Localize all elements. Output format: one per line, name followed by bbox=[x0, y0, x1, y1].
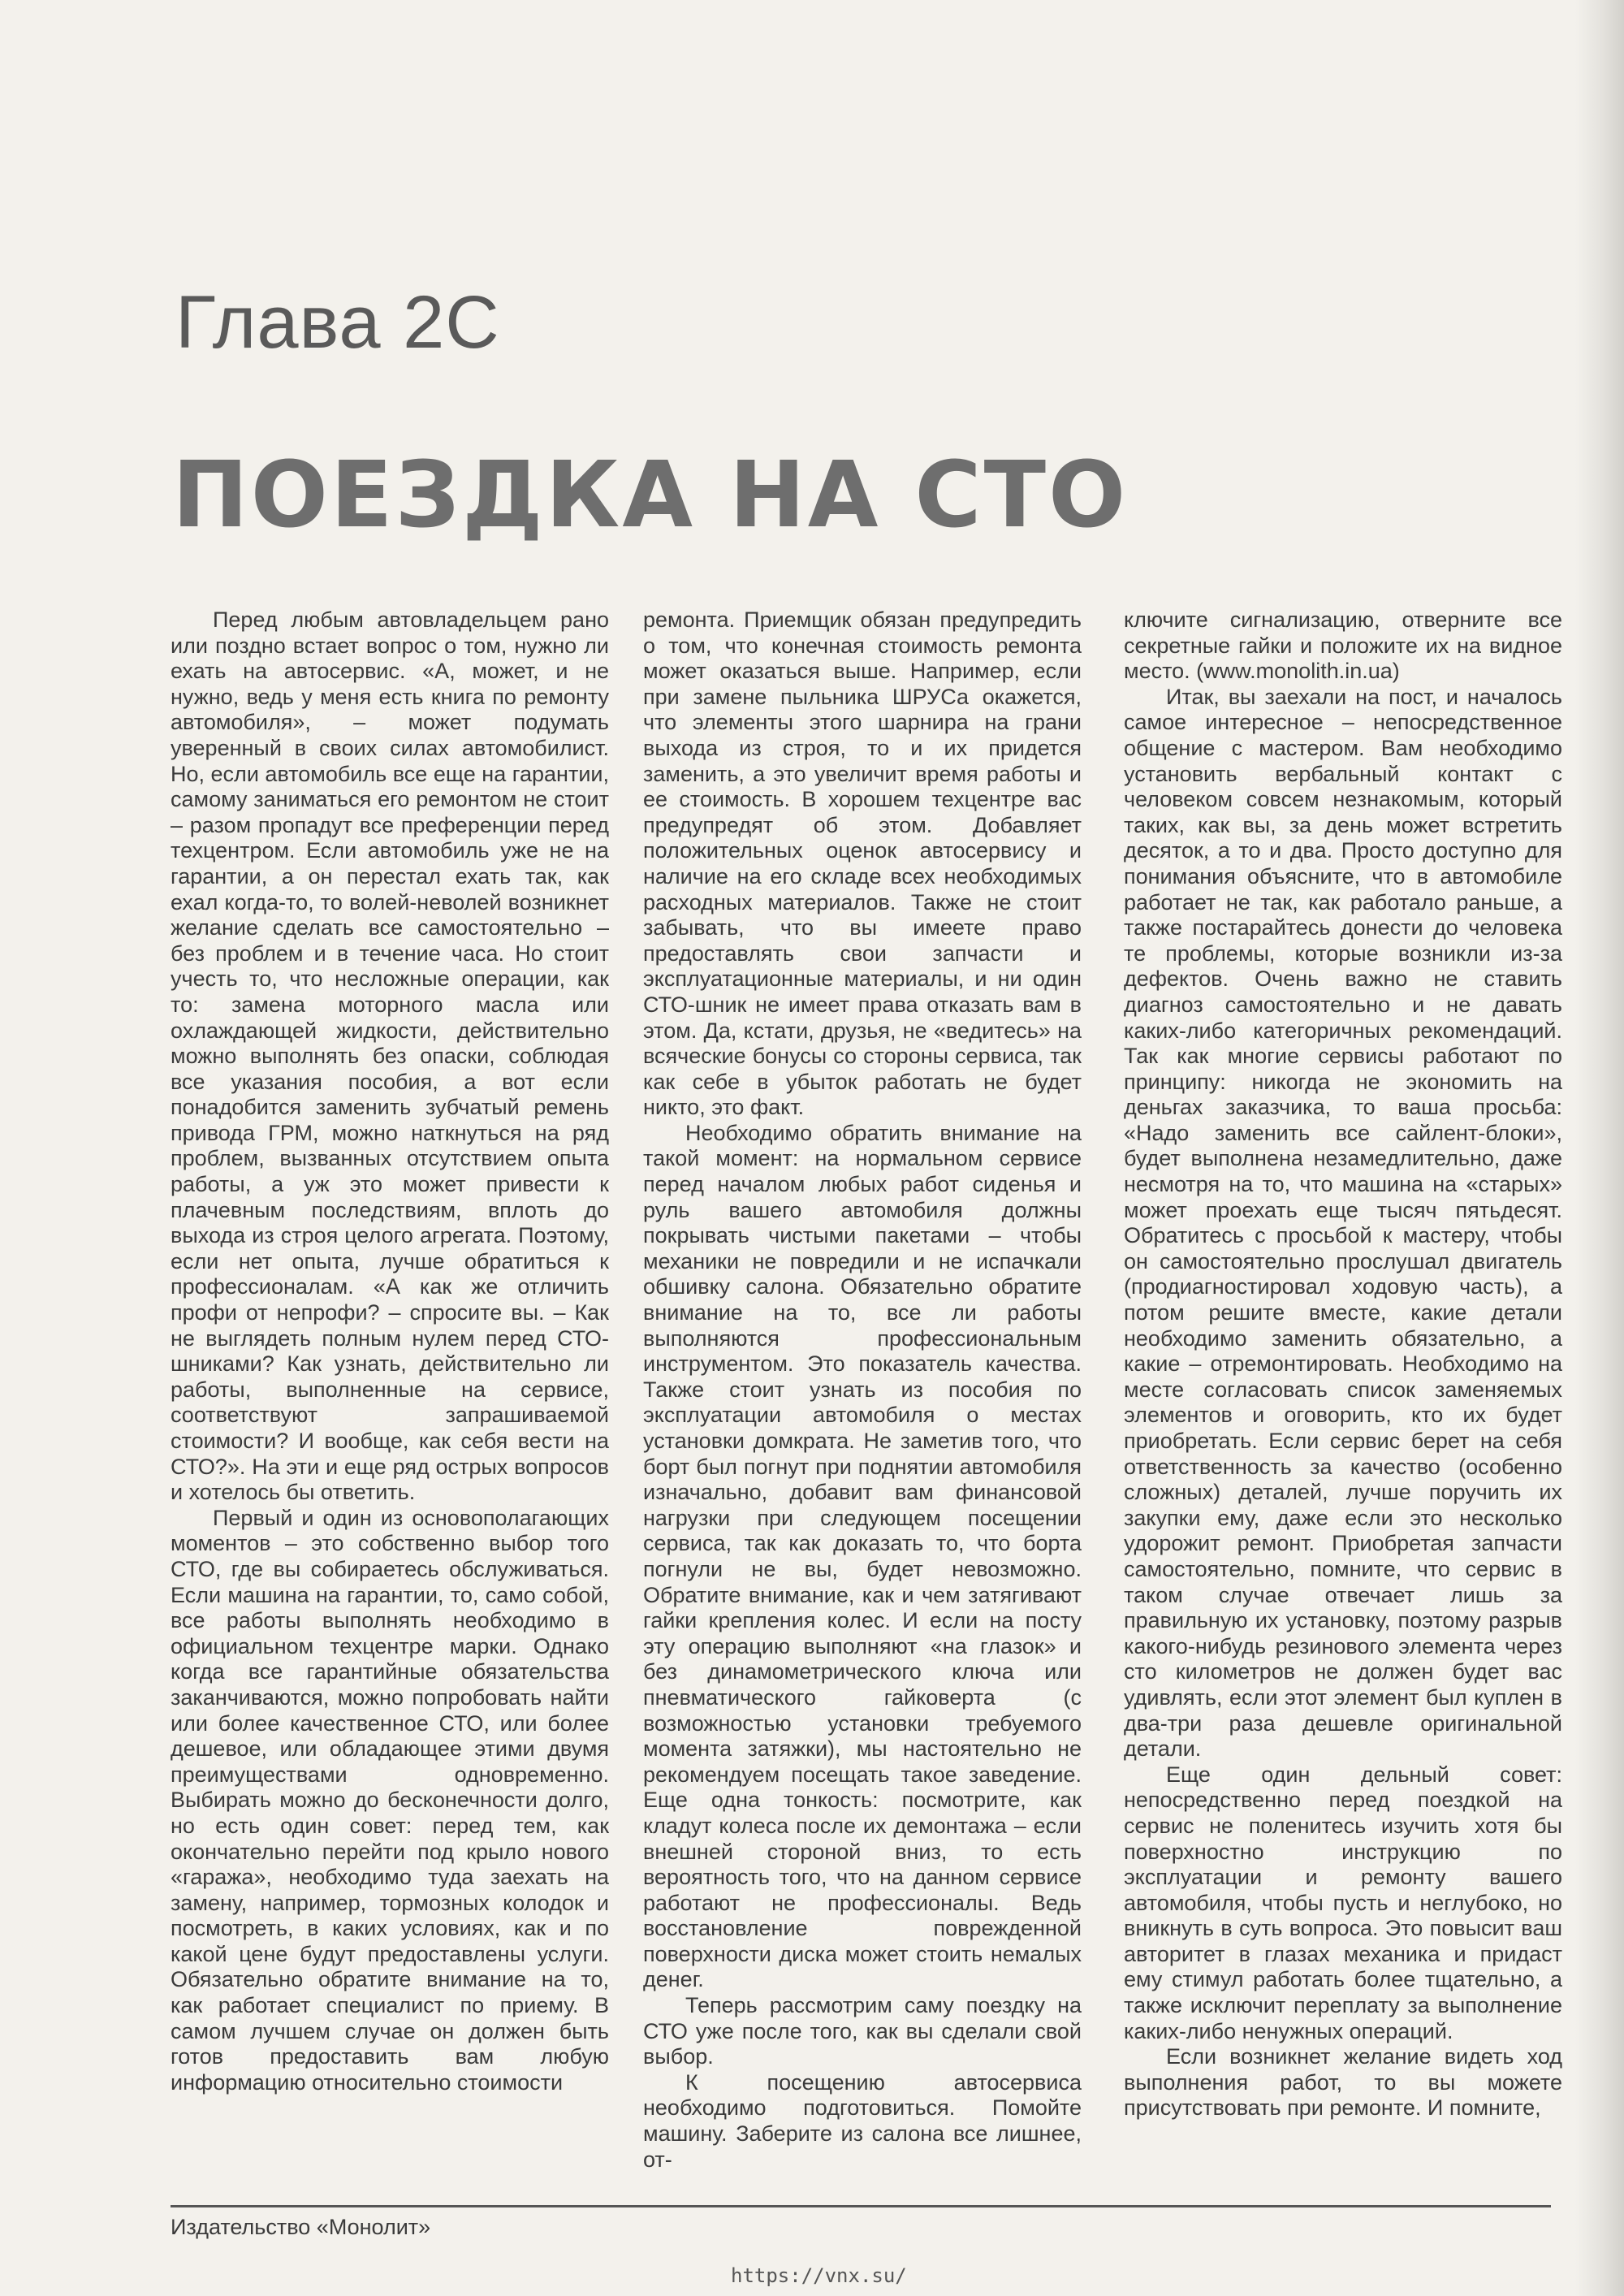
footer-divider bbox=[171, 2205, 1551, 2207]
text-column-3 bbox=[1124, 608, 1562, 2151]
watermark-link: https://vnx.su/ bbox=[731, 2264, 907, 2287]
paragraph: К посещению автосервиса необходимо подготовиться. Помойте машину. Заберите из салона все лишнее, от- bbox=[643, 2069, 1082, 2172]
paragraph: Необходимо обратить внимание на такой момент: на нормальном сервисе перед началом любых работ сиденья и руль вашего автомобиля должны покрывать чистыми пакетами – чтобы механики не повредили и не испачкали обшивку салона. Обязательно обратите внимание на то, все ли работы выполняются профессиональным инструментом. Это показатель качества. Также стоит узнать из пособия по эксплуатации автомобиля о местах установки домкрата. Не заметив того, что борт был погнут при поднятии автомобиля изначально, добавит вам финансовой нагрузки при следующем посещении сервиса, так как доказать то, что борта погнули не вы, будет невозможно. Обратите внимание, как и чем затягивают гайки крепления колес. И если на посту эту операцию выполняют «на глазок» и без динамометрического ключа или пневматического гайковерта (с возможностью установки требуемого момента затяжки), мы настоятельно не рекомендуем посещать такое заведение. Еще одна тонкость: посмотрите, как кладут колеса после их демонтажа – если внешней стороной вниз, то есть вероятность того, что на данном сервисе работают не профессионалы. Ведь восстановление поврежденной поверхности диска может стоить немалых денег. bbox=[643, 1120, 1082, 1992]
paragraph: ремонта. Приемщик обязан предупредить о том, что конечная стоимость ремонта может оказаться выше. Например, если при замене пыльника ШРУСа окажется, что элементы этого шарнира на грани выхода из строя, то и их придется заменить, а это увеличит время работы и ее стоимость. В хорошем техцентре вас предупредят об этом. Добавляет положительных оценок автосервису и наличие на его складе всех необходимых расходных материалов. Также не стоит забывать, что вы имеете право предоставлять свои запчасти и эксплуатационные материалы, и ни один СТО-шник не имеет права отказать вам в этом. Да, кстати, друзья, не «ведитесь» на всяческие бонусы со стороны сервиса, так как себе в убыток работать не будет никто, это факт. bbox=[643, 608, 1082, 1120]
text-column-1 bbox=[171, 608, 609, 2151]
paragraph: Итак, вы заехали на пост, и началось самое интересное – непосредственное общение с мастером. Вам необходимо установить вербальный контакт с человеком совсем незнакомым, который таких, как вы, за день может встретить десяток, а то и два. Просто доступно для понимания объясните, что в автомобиле работает не так, как работало раньше, а также постарайтесь донести до человека те проблемы, которые возникли из-за дефектов. Очень важно не ставить диагноз самостоятельно и не давать каких-либо категоричных рекомендаций. Так как многие сервисы работают по принципу: никогда не экономить на деньгах заказчика, то ваша просьба: «Надо заменить все сайлент-блоки», будет выполнена незамедлительно, даже несмотря на то, что машина на «старых» может проехать еще тысяч пятьдесят. Обратитесь с просьбой к мастеру, чтобы он самостоятельно прослушал двигатель (продиагностировал ходовую часть), а потом решите вместе, какие детали необходимо заменить обязательно, а какие – отремонтировать. Необходимо на месте согласовать список заменяемых элементов и оговорить, кто их будет приобретать. Если сервис берет на себя ответственность за качество (особенно сложных) деталей, лучше поручить их закупки ему, даже если это несколько удорожит ремонт. Приобретая запчасти самостоятельно, помните, что сервис в таком случае отвечает лишь за правильную их установку, поэтому разрыв какого-нибудь резинового элемента через сто километров не должен будет вас удивлять, если этот элемент был куплен в два-три раза дешевле оригинальной детали. bbox=[1124, 684, 1562, 1762]
chapter-label: Глава 2С bbox=[175, 281, 500, 364]
paragraph: Первый и один из основополагающих моментов – это собственно выбор того СТО, где вы собираетесь обслуживаться. Если машина на гарантии, то, само собой, все работы выполнять необходимо в официальном техцентре марки. Однако когда все гарантийные обязательства заканчиваются, можно попробовать найти или более качественное СТО, или более дешевое, или обладающее этими двумя преимуществами одновременно. Выбирать можно до бесконечности долго, но есть один совет: перед тем, как окончательно перейти под крыло нового «гаража», необходимо туда заехать на замену, например, тормозных колодок и посмотреть, в каких условиях, как и по какой цене будут предоставлены услуги. Обязательно обратите внимание на то, как работает специалист по приему. В самом лучшем случае он должен быть готов предоставить вам любую информацию относительно стоимости bbox=[171, 1505, 609, 2095]
publisher-footer: Издательство «Монолит» bbox=[171, 2215, 431, 2239]
page-title: ПОЕЗДКА НА СТО bbox=[172, 443, 1129, 548]
paragraph: Если возникнет желание видеть ход выполнения работ, то вы можете присутствовать при ремонте. И помните, bbox=[1124, 2044, 1562, 2121]
paragraph: Еще один дельный совет: непосредственно перед поездкой на сервис не поленитесь изучить хотя бы поверхностно инструкцию по эксплуатации и ремонту вашего автомобиля, чтобы пусть и неглубоко, но вникнуть в суть вопроса. Это повысит ваш авторитет в глазах механика и придаст ему стимул работать более тщательно, а также исключит переплату за выполнение каких-либо ненужных операций. bbox=[1124, 1762, 1562, 2043]
page-edge-shadow bbox=[1575, 0, 1624, 2296]
paragraph: ключите сигнализацию, отверните все секретные гайки и положите их на видное место. (www.monolith.in.ua) bbox=[1124, 608, 1562, 684]
text-column-2 bbox=[643, 608, 1082, 2172]
paragraph: Теперь рассмотрим саму поездку на СТО уже после того, как вы сделали свой выбор. bbox=[643, 1993, 1082, 2069]
paragraph: Перед любым автовладельцем рано или поздно встает вопрос о том, нужно ли ехать на автосервис. «А, может, и не нужно, ведь у меня есть книга по ремонту автомобиля», – может подумать уверенный в своих силах автомобилист. Но, если автомобиль все еще на гарантии, самому заниматься его ремонтом не стоит – разом пропадут все преференции перед техцентром. Если автомобиль уже не на гарантии, а он перестал ехать так, как ехал когда-то, то волей-неволей возникнет желание сделать все самостоятельно – без проблем и в течение часа. Но стоит учесть то, что несложные операции, как то: замена моторного масла или охлаждающей жидкости, действительно можно выполнять без опаски, соблюдая все указания пособия, а вот если понадобится заменить зубчатый ремень привода ГРМ, можно наткнуться на ряд проблем, вызванных отсутствием опыта работы, а уж это может привести к плачевным последствиям, вплоть до выхода из строя целого агрегата. Поэтому, если нет опыта, лучше обратиться к профессионалам. «А как же отличить профи от непрофи? – спросите вы. – Как не выглядеть полным нулем перед СТО-шниками? Как узнать, действительно ли работы, выполненные на сервисе, соответствуют запрашиваемой стоимости? И вообще, как себя вести на СТО?». На эти и еще ряд острых вопросов и хотелось бы ответить. bbox=[171, 608, 609, 1505]
